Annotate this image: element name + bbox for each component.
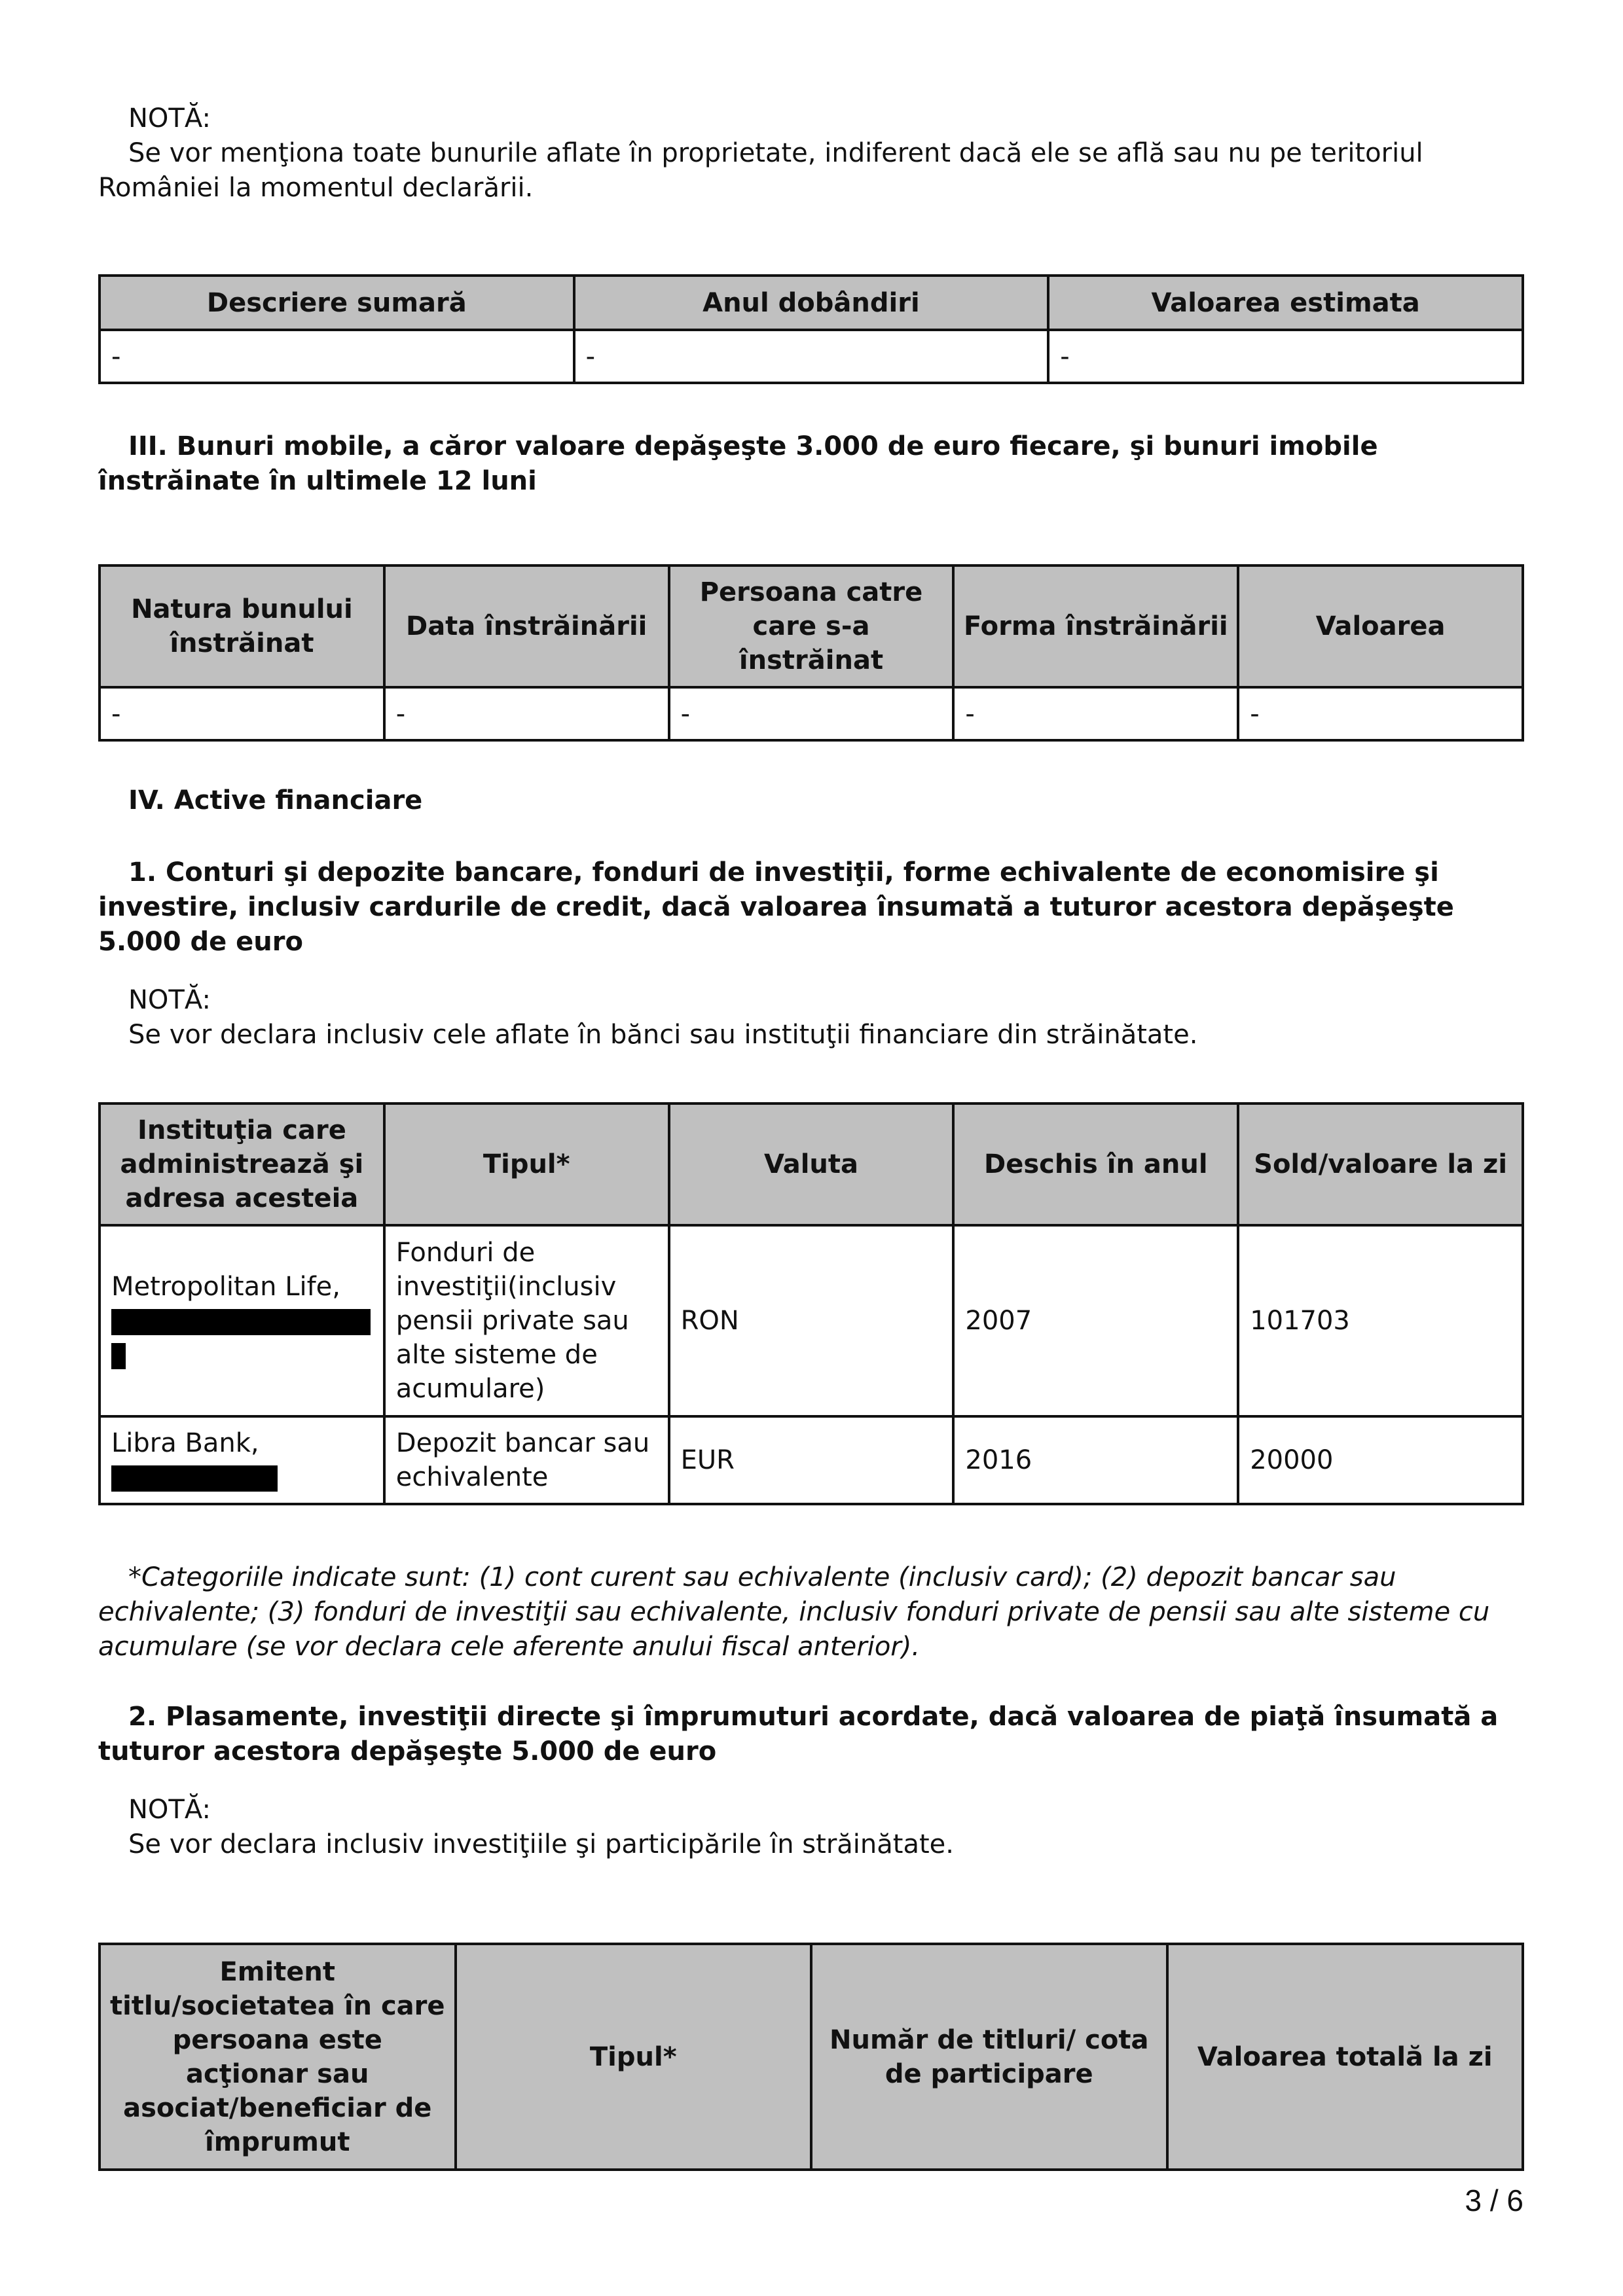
table-cell: - [669,687,954,740]
column-header: Tipul* [384,1103,669,1225]
table-cell: - [1048,330,1523,383]
page-number: 3 / 6 [1465,2183,1523,2217]
section-heading-iii [98,429,1525,499]
column-header: Persoana catre care s-a înstrăinat [669,565,954,687]
note-text: Se vor menţiona toate bunurile aflate în proprietate, indiferent dacă ele se află sau nu pe teritoriul României la momentul declarării. [98,138,1423,203]
table-cell: 101703 [1238,1225,1523,1416]
column-header: Data înstrăinării [384,565,669,687]
column-header: Anul dobândiri [574,276,1049,330]
table-cell: 2016 [953,1416,1238,1504]
column-header: Descriere sumară [100,276,574,330]
redacted-block [111,1343,126,1369]
institution-name: Libra Bank, [111,1428,259,1458]
note-label: NOTĂ: [128,103,211,134]
table-assets-summary [98,274,1524,384]
section-iv [98,783,1525,1052]
column-header: Sold/valoare la zi [1238,1103,1523,1225]
table-cell: - [100,687,384,740]
column-header: Valoarea estimata [1048,276,1523,330]
column-header: Deschis în anul [953,1103,1238,1225]
section-iv-2 [98,1700,1525,1862]
table-row [100,1225,1523,1416]
column-header: Natura bunului înstrăinat [100,565,384,687]
footnote-text: *Categoriile indicate sunt: (1) cont curent sau echivalente (inclusiv card); (2) depozit bancar sau echivalente; (3) fonduri de investiţii sau echivalente, inclusiv fonduri private de pensii sau alte sisteme cu acumulare (se vor declara cele aferente anului fiscal anterior). [98,1562,1490,1662]
table-cell: - [100,330,574,383]
column-header: Instituţia care administrează şi adresa acesteia [100,1103,384,1225]
footnote [98,1560,1525,1664]
table-cell [100,1416,384,1504]
redacted-block [111,1465,278,1492]
column-header: Număr de titluri/ cota de participare [811,1944,1167,2170]
note-text: Se vor declara inclusiv investiţiile şi participările în străinătate. [128,1829,954,1859]
table-cell: 2007 [953,1225,1238,1416]
column-header: Forma înstrăinării [953,565,1238,687]
institution-name: Metropolitan Life, [111,1272,340,1302]
table-cell: Fonduri de investiţii(inclusiv pensii private sau alte sisteme de acumulare) [384,1225,669,1416]
table-investments [98,1943,1524,2171]
table-cell: - [574,330,1049,383]
table-cell: - [953,687,1238,740]
table-cell: Depozit bancar sau echivalente [384,1416,669,1504]
table-cell: 20000 [1238,1416,1523,1504]
redacted-block [111,1309,371,1335]
column-header: Valoarea totală la zi [1167,1944,1523,2170]
table-cell: - [384,687,669,740]
table-alienated-assets [98,564,1524,742]
subsection-heading-2: 2. Plasamente, investiţii directe şi împrumuturi acordate, dacă valoarea de piaţă însumată a tuturor acestora depăşeşte 5.000 de euro [98,1702,1499,1767]
table-row [100,1416,1523,1504]
section-heading-text: III. Bunuri mobile, a căror valoare depăşeşte 3.000 de euro fiecare, şi bunuri imobile înstrăinate în ultimele 12 luni [98,431,1378,496]
table-row [100,330,1523,383]
section-heading-iv: IV. Active financiare [128,785,423,816]
table-cell: - [1238,687,1523,740]
table-bank-accounts [98,1102,1524,1505]
table-cell [100,1225,384,1416]
table-cell: RON [669,1225,954,1416]
column-header: Valoarea [1238,565,1523,687]
column-header: Tipul* [456,1944,812,2170]
table-row [100,687,1523,740]
note-block-1 [98,101,1525,206]
note-label: NOTĂ: [128,985,211,1015]
column-header: Valuta [669,1103,954,1225]
note-label: NOTĂ: [128,1795,211,1825]
table-cell: EUR [669,1416,954,1504]
note-text: Se vor declara inclusiv cele aflate în bănci sau instituţii financiare din străinătate. [128,1020,1198,1050]
column-header: Emitent titlu/societatea în care persoana este acţionar sau asociat/beneficiar de împrumut [100,1944,456,2170]
subsection-heading-1: 1. Conturi şi depozite bancare, fonduri de investiţii, forme echivalente de economisire şi investire, inclusiv cardurile de credit, dacă valoarea însumată a tuturor acestora depăşeşte 5.000 de euro [98,857,1454,957]
